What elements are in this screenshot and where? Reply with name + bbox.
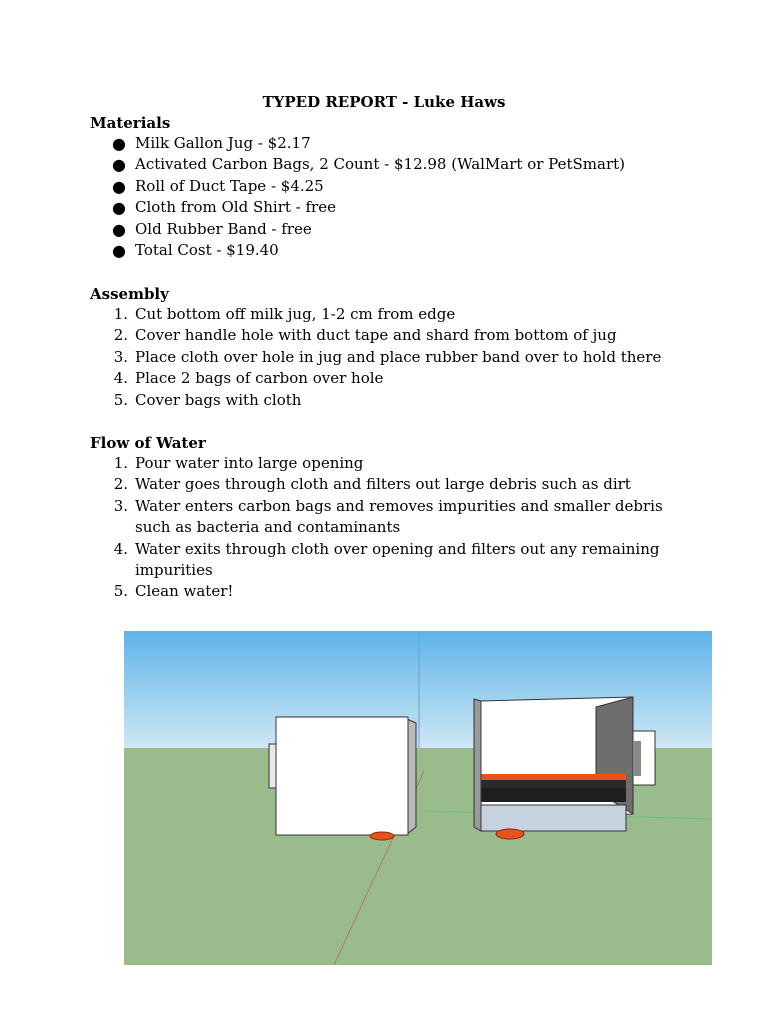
cutaway-cap (496, 829, 524, 839)
jug-cap (370, 832, 394, 840)
list-item: 2. Water goes through cloth and filters out large debris such as dirt (113, 475, 631, 494)
materials-heading: Materials (90, 114, 171, 132)
list-item: 1. Cut bottom off milk jug, 1-2 cm from edge (113, 305, 456, 323)
list-item: 4. Place 2 bags of carbon over hole (113, 369, 384, 388)
cutaway-front-base (481, 805, 626, 831)
cutaway-left-wall (474, 699, 481, 831)
list-item: 5. Cover bags with cloth (113, 390, 302, 409)
filter-model-figure (124, 631, 712, 965)
bullet-icon: ● (112, 219, 126, 239)
cutaway-handle-inner (633, 741, 641, 776)
jug-closed (269, 717, 416, 840)
flow-list (0, 453, 665, 603)
carbon-layer (481, 780, 626, 788)
assembly-list (0, 304, 665, 411)
list-item: 3. Water enters carbon bags and removes impurities and smaller debris such as bacteria and contaminants (113, 496, 663, 537)
materials-list (0, 133, 665, 261)
cloth-layer (481, 774, 626, 780)
list-item: 3. Place cloth over hole in jug and place rubber band over to hold there (113, 347, 662, 366)
list-item: ● Cloth from Old Shirt - free (112, 198, 336, 218)
bullet-icon: ● (112, 198, 126, 218)
list-item: ● Old Rubber Band - free (112, 219, 312, 239)
list-item: ● Roll of Duct Tape - $4.25 (112, 176, 324, 196)
assembly-heading: Assembly (90, 285, 169, 303)
bullet-icon: ● (112, 155, 126, 175)
bullet-icon: ● (112, 134, 126, 153)
list-item: ● Milk Gallon Jug - $2.17 (112, 134, 311, 153)
carbon-layer-lower (481, 788, 626, 802)
model-render (124, 631, 712, 965)
list-item: ● Total Cost - $19.40 (112, 241, 279, 261)
flow-heading: Flow of Water (90, 434, 206, 452)
report-title: TYPED REPORT - Luke Haws (262, 93, 506, 111)
bullet-icon: ● (112, 176, 126, 196)
list-item: 2. Cover handle hole with duct tape and shard from bottom of jug (113, 326, 617, 345)
list-item: 4. Water exits through cloth over opening and filters out any remaining impurities (113, 539, 660, 580)
list-item: 5. Clean water! (113, 582, 234, 601)
list-item: 1. Pour water into large opening (113, 454, 364, 472)
list-item: ● Activated Carbon Bags, 2 Count - $12.98 (WalMart or PetSmart) (112, 155, 625, 175)
jug-front (276, 717, 408, 835)
bullet-icon: ● (112, 241, 126, 261)
